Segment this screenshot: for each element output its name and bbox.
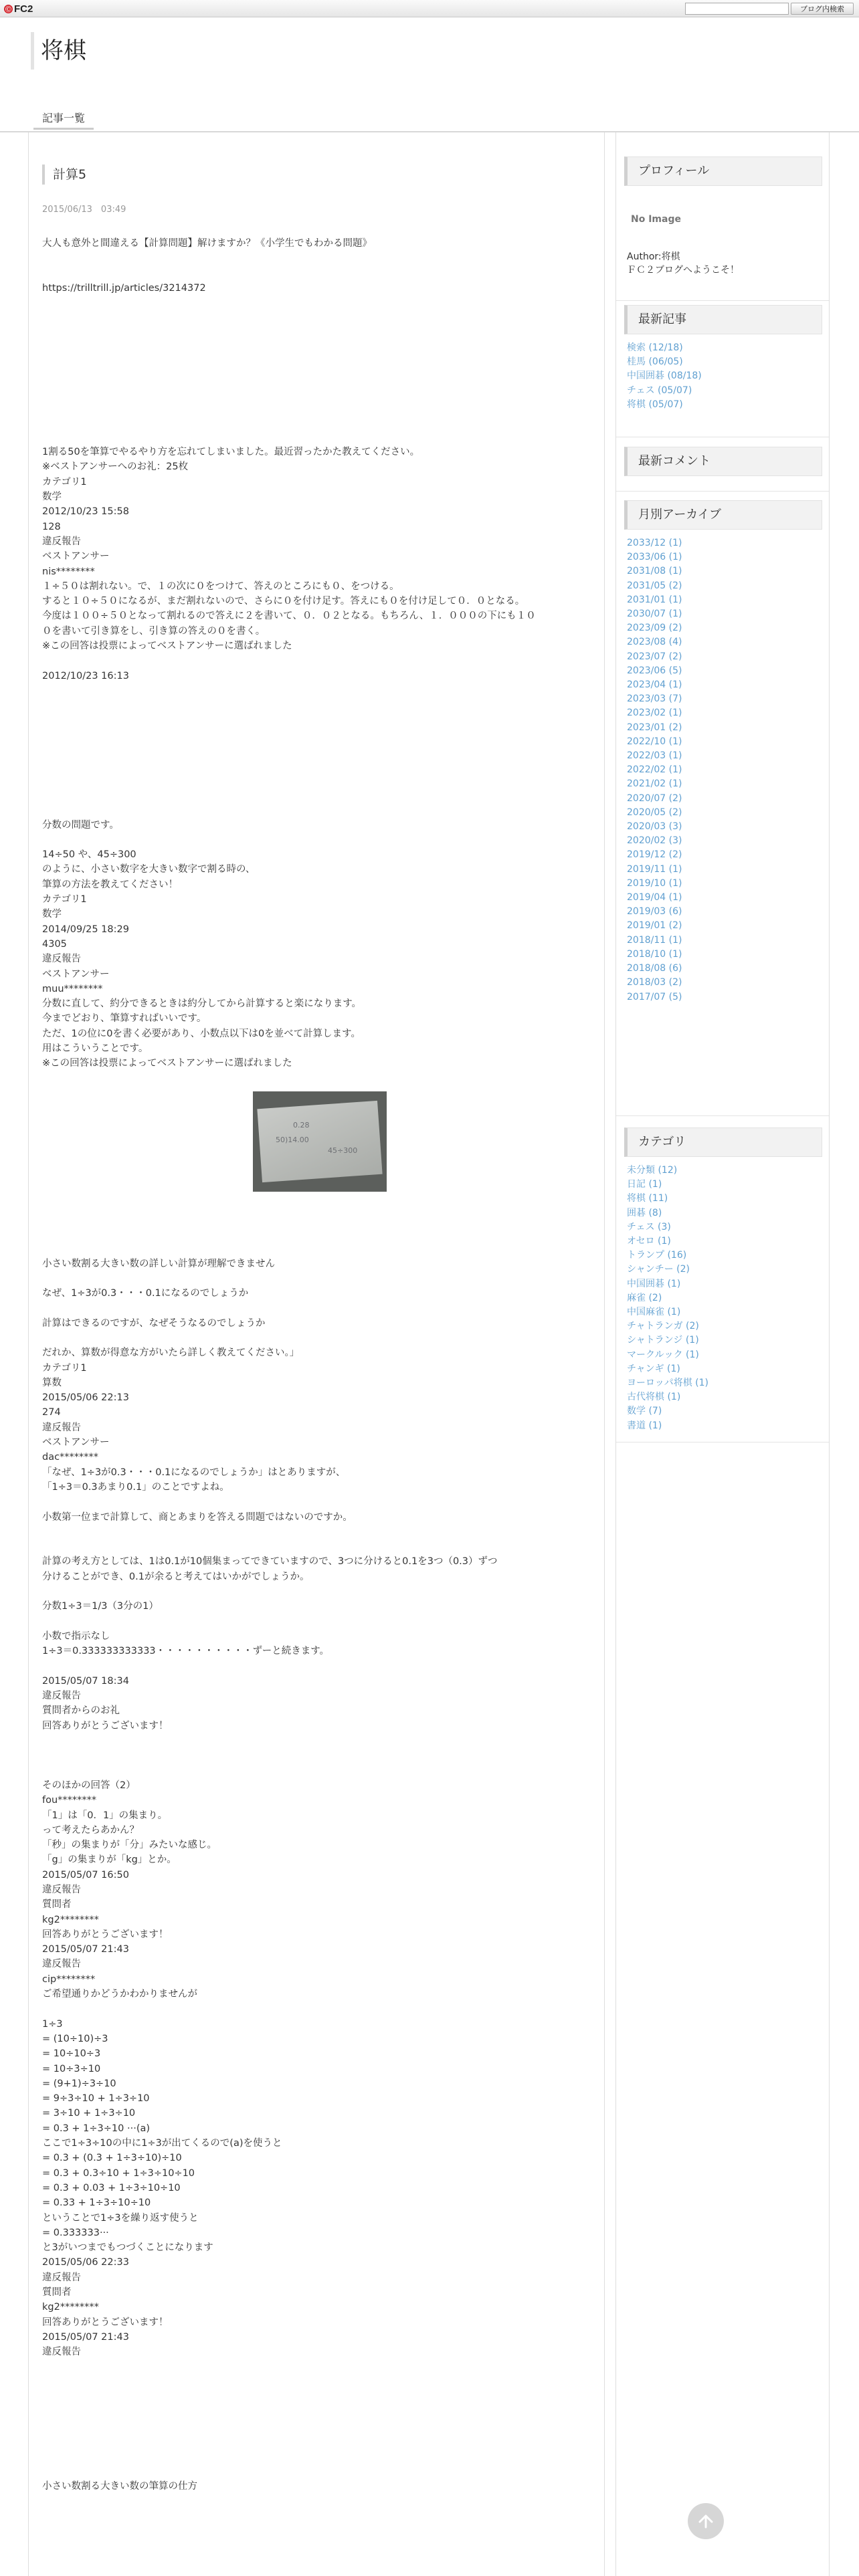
category-link[interactable]: シャンチー (2) — [627, 1264, 690, 1275]
body-line: 違反報告 — [42, 2347, 81, 2358]
profile-author: Author:将棋 — [627, 251, 680, 262]
blank-line — [42, 340, 597, 355]
category-link[interactable]: チェス (3) — [627, 1221, 671, 1232]
blank-line — [42, 2002, 597, 2016]
body-line: ご希望通りかどうかわかりませんが — [42, 1989, 197, 2000]
blank-line — [42, 758, 597, 772]
archive-month-link[interactable]: 2023/04 (1) — [627, 679, 682, 691]
body-line: 数学 — [42, 492, 62, 503]
body-line: 質問者 — [42, 2287, 72, 2298]
category-link[interactable]: 未分類 (12) — [627, 1165, 678, 1176]
body-line: ※この回答は投票によってベストアンサーに選ばれました — [42, 641, 292, 652]
category-link[interactable]: チャンギ (1) — [627, 1363, 680, 1374]
blank-line — [42, 385, 597, 400]
archive-month-link[interactable]: 2031/08 (1) — [627, 566, 682, 577]
body-line: 274 — [42, 1407, 61, 1418]
blank-line — [42, 773, 597, 788]
blank-line — [42, 2359, 597, 2374]
body-line: ※この回答は投票によってベストアンサーに選ばれました — [42, 1058, 292, 1069]
blank-line — [42, 743, 597, 758]
category-link[interactable]: ヨーロッパ将棋 (1) — [627, 1378, 709, 1389]
body-line: 小数で指示なし — [42, 1630, 110, 1642]
nav-item-article-list[interactable]: 記事一覧 — [33, 107, 94, 130]
body-line: muu******** — [42, 983, 103, 994]
fc2-logo-text: FC2 — [14, 3, 33, 15]
archive-month-link[interactable]: 2031/01 (1) — [627, 594, 682, 605]
body-line: ベストアンサー — [42, 968, 110, 980]
blank-line — [42, 1659, 597, 1674]
body-line: = (9+1)÷3÷10 — [42, 2078, 116, 2089]
blank-line — [42, 2449, 597, 2464]
category-link[interactable]: 囲碁 (8) — [627, 1207, 662, 1218]
archive-month-link[interactable]: 2018/10 (1) — [627, 948, 682, 960]
site-title[interactable]: 将棋 — [31, 32, 86, 70]
body-line: 2012/10/23 15:58 — [42, 506, 129, 518]
blank-line — [42, 355, 597, 370]
category-link[interactable]: オセロ (1) — [627, 1236, 671, 1247]
body-line: https://trilltrill.jp/articles/3214372 — [42, 282, 206, 294]
archive-month-link[interactable]: 2021/02 (1) — [627, 778, 682, 790]
body-line: ここで1÷3÷10の中に1÷3が出てくるので(a)を使うと — [42, 2138, 282, 2149]
body-line: 違反報告 — [42, 1691, 81, 1702]
archive-month-link[interactable]: 2019/04 (1) — [627, 892, 682, 903]
sidebar — [615, 132, 830, 2576]
body-line: 2015/05/07 16:50 — [42, 1869, 129, 1881]
body-line: = 0.3 + 0.03 + 1÷3÷10÷10 — [42, 2182, 181, 2193]
recent-entries-heading: 最新記事 — [624, 305, 822, 334]
profile-welcome: ＦＣ２ブログへようこそ！ — [627, 265, 739, 276]
entry-date: 2015/06/13 03:49 — [42, 205, 126, 215]
archive-month-link[interactable]: 2022/02 (1) — [627, 764, 682, 776]
entry-body — [42, 236, 597, 2494]
blank-line — [42, 415, 597, 430]
body-line: 質問者からのお礼 — [42, 1705, 120, 1717]
blank-line — [42, 2464, 597, 2479]
body-line: 「なぜ、1÷3が0.3・・・0.1になるのでしょうか」はとありますが、 — [42, 1467, 346, 1478]
blank-line — [42, 2420, 597, 2434]
body-line: 2015/05/06 22:33 — [42, 2257, 129, 2268]
body-line: 小さい数割る大きい数の詳しい計算が理解できません — [42, 1258, 275, 1269]
category-link[interactable]: 麻雀 (2) — [627, 1292, 662, 1303]
body-line: 2015/05/06 22:13 — [42, 1392, 129, 1404]
category-link[interactable]: 日記 (1) — [627, 1179, 662, 1190]
body-line: = 10÷10÷3 — [42, 2048, 101, 2060]
blank-line — [42, 2404, 597, 2419]
blank-line — [42, 1226, 597, 1241]
blank-line — [42, 1733, 597, 1748]
body-line: なぜ、1÷3が0.3・・・0.1になるのでしょうか — [42, 1288, 249, 1299]
body-line: 128 — [42, 521, 61, 532]
body-line: = 10÷3÷10 — [42, 2063, 101, 2074]
blank-line — [42, 833, 597, 847]
archive-month-link[interactable]: 2023/02 (1) — [627, 708, 682, 719]
body-line: 回答ありがとうございます！ — [42, 2317, 169, 2328]
blank-line — [42, 714, 597, 728]
archive-month-link[interactable]: 2019/10 (1) — [627, 877, 682, 889]
category-link[interactable]: 将棋 (11) — [627, 1193, 668, 1204]
entry-title[interactable]: 計算5 — [42, 165, 86, 185]
body-line: 2015/05/07 21:43 — [42, 2331, 129, 2343]
body-line: ただ、1の位に0を書く必要があり、小数点以下は0を並べて計算します。 — [42, 1028, 361, 1039]
body-line: ※ベストアンサーへのお礼：25枚 — [42, 461, 189, 473]
archive-month-link[interactable]: 2031/05 (2) — [627, 580, 682, 591]
categories-heading: カテゴリ — [624, 1128, 822, 1157]
archive-month-link[interactable]: 2020/05 (2) — [627, 807, 682, 818]
body-line: 1÷3 — [42, 2018, 63, 2030]
blank-line — [42, 1212, 597, 1226]
archive-month-link[interactable]: 2018/08 (6) — [627, 963, 682, 974]
fc2-logo[interactable] — [4, 3, 33, 15]
archives-section — [624, 500, 822, 1004]
blank-line — [42, 1748, 597, 1763]
body-line: 違反報告 — [42, 1959, 81, 1970]
body-line: dac******** — [42, 1452, 99, 1463]
sidebar-divider — [616, 1115, 829, 1116]
archive-month-link[interactable]: 2017/07 (5) — [627, 991, 682, 1002]
body-line: のように、小さい数字を大きい数字で割る時の、 — [42, 864, 256, 875]
blank-line — [42, 370, 597, 385]
photo-ink: 0.28 — [293, 1120, 310, 1130]
archive-month-link[interactable]: 2019/01 (2) — [627, 920, 682, 932]
body-line: nis******** — [42, 566, 95, 577]
body-line: 算数 — [42, 1377, 62, 1388]
body-line: 分けることができ、0.1が余ると考えてはいかがでしょうか。 — [42, 1571, 310, 1582]
archive-month-link[interactable]: 2023/01 (2) — [627, 722, 682, 733]
archive-month-link[interactable]: 2020/02 (3) — [627, 835, 682, 847]
body-line: = 3÷10 + 1÷3÷10 — [42, 2108, 136, 2119]
sidebar-divider — [616, 300, 829, 301]
entry-body-part-2 — [42, 1212, 597, 2494]
blank-line — [42, 400, 597, 415]
profile-section — [624, 156, 822, 277]
blank-line — [42, 1539, 597, 1554]
body-line: 違反報告 — [42, 1884, 81, 1895]
category-link[interactable]: チャトランガ (2) — [627, 1321, 699, 1332]
recent-entry-link[interactable]: 将棋 (05/07) — [627, 399, 683, 410]
body-line: 4305 — [42, 938, 67, 950]
blank-line — [42, 728, 597, 743]
body-line: = 0.33 + 1÷3÷10÷10 — [42, 2197, 151, 2209]
fc2-topbar — [0, 0, 859, 17]
blog-search-input[interactable] — [685, 3, 789, 15]
blank-line — [42, 2375, 597, 2389]
body-line: 違反報告 — [42, 2272, 81, 2283]
body-line: ベストアンサー — [42, 551, 110, 562]
blank-line — [42, 1525, 597, 1539]
archives-heading: 月別アーカイブ — [624, 500, 822, 530]
sidebar-divider — [616, 491, 829, 492]
archives-list — [627, 536, 822, 1004]
archive-month-link[interactable]: 2023/08 (4) — [627, 637, 682, 648]
handwritten-calculation-photo[interactable] — [253, 1091, 387, 1192]
archive-month-link[interactable]: 2019/12 (2) — [627, 849, 682, 861]
archive-month-link[interactable]: 2023/07 (2) — [627, 651, 682, 662]
archive-month-link[interactable]: 2022/03 (1) — [627, 750, 682, 762]
blank-line — [42, 802, 597, 817]
blank-line — [42, 2389, 597, 2404]
body-line: 14÷50 や、45÷300 — [42, 849, 136, 861]
body-line: 小数第一位まで計算して、商とあまりを答える問題ではないのですか。 — [42, 1511, 353, 1523]
body-line: 2015/05/07 21:43 — [42, 1944, 129, 1955]
body-line: cip******** — [42, 1973, 96, 1985]
body-line: １÷５０は割れない。で、１の次に０をつけて、答えのところにも０、をつける。 — [42, 580, 399, 592]
body-line: って考えたらあかん？ — [42, 1824, 139, 1836]
category-link[interactable]: トランプ (16) — [627, 1250, 687, 1261]
body-line: 用はこういうことです。 — [42, 1043, 149, 1055]
blank-line — [42, 1241, 597, 1256]
body-line: 違反報告 — [42, 1422, 81, 1433]
recent-entries-list — [627, 341, 822, 412]
body-line: 分数に直して、約分できるときは約分してから計算すると楽になります。 — [42, 998, 362, 1010]
photo-ink: 45÷300 — [328, 1146, 358, 1155]
category-link[interactable]: 中国囲碁 (1) — [627, 1278, 681, 1289]
body-line: 2012/10/23 16:13 — [42, 670, 129, 681]
archive-month-link[interactable]: 2030/07 (1) — [627, 609, 682, 620]
body-line: kg2******** — [42, 2302, 99, 2313]
body-line: 今までどおり、筆算すればいいです。 — [42, 1013, 207, 1025]
body-line: カテゴリ1 — [42, 894, 87, 905]
archive-month-link[interactable]: 2019/03 (6) — [627, 906, 682, 918]
blank-line — [42, 296, 597, 310]
category-link[interactable]: マークルック (1) — [627, 1349, 699, 1360]
categories-list — [627, 1164, 822, 1433]
body-line: 違反報告 — [42, 954, 81, 965]
body-line: kg2******** — [42, 1914, 99, 1925]
body-line: と3がいつまでもつづくことになります — [42, 2242, 213, 2254]
blank-line — [42, 251, 597, 265]
category-link[interactable]: シャトランジ (1) — [627, 1335, 699, 1346]
body-line: 「秒」の集まりが「分」みたいな感じ。 — [42, 1840, 217, 1851]
body-line: = 9÷3÷10 + 1÷3÷10 — [42, 2093, 150, 2105]
recent-entry-link[interactable]: 桂馬 (06/05) — [627, 356, 683, 368]
archive-month-link[interactable]: 2023/09 (2) — [627, 623, 682, 634]
profile-no-image: No Image — [631, 214, 681, 225]
body-line: ０を書いて引き算をし、引き算の答えの０を書く。 — [42, 625, 266, 637]
archive-month-link[interactable]: 2018/11 (1) — [627, 934, 682, 946]
blank-line — [42, 653, 597, 668]
category-link[interactable]: 数学 (7) — [627, 1406, 662, 1417]
blog-search-button[interactable]: ブログ内検索 — [791, 3, 854, 15]
body-line: fou******** — [42, 1795, 97, 1806]
recent-entry-link[interactable]: 中国囲碁 (08/18) — [627, 370, 702, 382]
blank-line — [42, 1584, 597, 1599]
body-line: 小さい数割る大きい数の筆算の仕方 — [42, 2480, 197, 2492]
body-line: 1割る50を筆算でやるやり方を忘れてしまいました。最近習ったかた教えてください。 — [42, 447, 420, 458]
category-link[interactable]: 書道 (1) — [627, 1420, 662, 1431]
blank-line — [42, 788, 597, 802]
blank-line — [42, 1614, 597, 1629]
body-line: = 0.3 + (0.3 + 1÷3÷10)÷10 — [42, 2153, 182, 2164]
body-line: = 0.3 + 1÷3÷10 ···(a) — [42, 2123, 151, 2134]
main-column — [28, 132, 605, 2576]
archive-month-link[interactable]: 2023/03 (7) — [627, 693, 682, 705]
archive-month-link[interactable]: 2020/07 (2) — [627, 792, 682, 804]
body-line: 違反報告 — [42, 536, 81, 547]
entry-body-part-1 — [42, 236, 597, 1071]
body-line: 分数の問題です。 — [42, 819, 119, 831]
body-line: 「1」は「0．1」の集まり。 — [42, 1810, 168, 1821]
blank-line — [42, 1301, 597, 1315]
recent-entry-link[interactable]: 検索 (12/18) — [627, 342, 683, 353]
archive-month-link[interactable]: 2033/06 (1) — [627, 552, 682, 563]
arrow-up-icon — [697, 2512, 714, 2530]
body-line: 2015/05/07 18:34 — [42, 1675, 129, 1687]
body-line: 2014/09/25 18:29 — [42, 924, 129, 935]
blank-line — [42, 326, 597, 340]
categories-section — [624, 1128, 822, 1433]
photo-container — [42, 1071, 597, 1212]
body-line: = 0.3 + 0.3÷10 + 1÷3÷10÷10 — [42, 2167, 195, 2179]
body-line: 質問者 — [42, 1899, 72, 1911]
body-line: 大人も意外と間違える【計算問題】解けますか？《小学生でもわかる問題》 — [42, 238, 372, 249]
body-line: = 0.333333··· — [42, 2227, 109, 2238]
body-line: すると１０÷５０になるが、まだ割れないので、さらに０を付け足す。答えにも０を付け足して０．０となる。 — [42, 596, 525, 607]
fc2-logo-icon: Ⓒ — [5, 5, 11, 13]
recent-entry-link[interactable]: チェス (05/07) — [627, 385, 692, 396]
body-line: カテゴリ1 — [42, 1362, 87, 1374]
blank-line — [42, 310, 597, 325]
blank-line — [42, 266, 597, 281]
blank-line — [42, 1331, 597, 1346]
archive-month-link[interactable]: 2018/03 (2) — [627, 977, 682, 988]
body-line: 「g」の集まりが「kg」とか。 — [42, 1854, 177, 1866]
body-line: 計算の考え方としては、1は0.1が10個集まってできていますので、3つに分けると0.1を3つ（0.3）ずつ — [42, 1556, 498, 1568]
blank-line — [42, 683, 597, 698]
recent-comments-heading: 最新コメント — [624, 447, 822, 476]
body-line: 数学 — [42, 909, 62, 920]
recent-entries-section — [624, 305, 822, 412]
blank-line — [42, 2434, 597, 2449]
blank-line — [42, 1271, 597, 1286]
photo-ink: 50)14.00 — [276, 1135, 309, 1144]
body-line: そのほかの回答（2） — [42, 1780, 136, 1791]
body-line: 回答ありがとうございます！ — [42, 1929, 169, 1940]
body-line: 今度は１００÷５０となって割れるので答えに２を書いて、０．０２となる。もちろん、１．０００の下にも１０ — [42, 611, 536, 622]
body-line: カテゴリ1 — [42, 476, 87, 488]
body-line: 分数1÷3＝1/3（3分の1） — [42, 1601, 159, 1612]
body-line: 回答ありがとうございます！ — [42, 1720, 169, 1731]
recent-comments-section — [624, 447, 822, 476]
body-line: = (10÷10)÷3 — [42, 2033, 108, 2044]
back-to-top-button[interactable] — [688, 2503, 724, 2539]
blank-line — [42, 430, 597, 445]
body-line: 「1÷3＝0.3あまり0.1」のことですよね。 — [42, 1481, 229, 1493]
archive-month-link[interactable]: 2033/12 (1) — [627, 538, 682, 548]
archive-month-link[interactable]: 2020/03 (3) — [627, 821, 682, 833]
body-line: だれか、算数が得意な方がいたら詳しく教えてください。」 — [42, 1348, 300, 1359]
category-link[interactable]: 古代将棋 (1) — [627, 1392, 681, 1403]
body-line: 筆算の方法を教えてください！ — [42, 879, 178, 890]
archive-month-link[interactable]: 2022/10 (1) — [627, 736, 682, 747]
blank-line — [42, 1763, 597, 1778]
body-line: ベストアンサー — [42, 1437, 110, 1448]
category-link[interactable]: 中国麻雀 (1) — [627, 1307, 681, 1318]
archive-month-link[interactable]: 2023/06 (5) — [627, 665, 682, 676]
body-line: 1÷3＝0.333333333333・・・・・・・・・・ずーと続きます。 — [42, 1646, 330, 1657]
profile-heading: プロフィール — [624, 156, 822, 186]
blank-line — [42, 1495, 597, 1509]
body-line: 計算はできるのですが、なぜそうなるのでしょうか — [42, 1317, 266, 1329]
blank-line — [42, 698, 597, 713]
archive-month-link[interactable]: 2019/11 (1) — [627, 863, 682, 875]
body-line: ということで1÷3を繰り返す使うと — [42, 2212, 199, 2224]
